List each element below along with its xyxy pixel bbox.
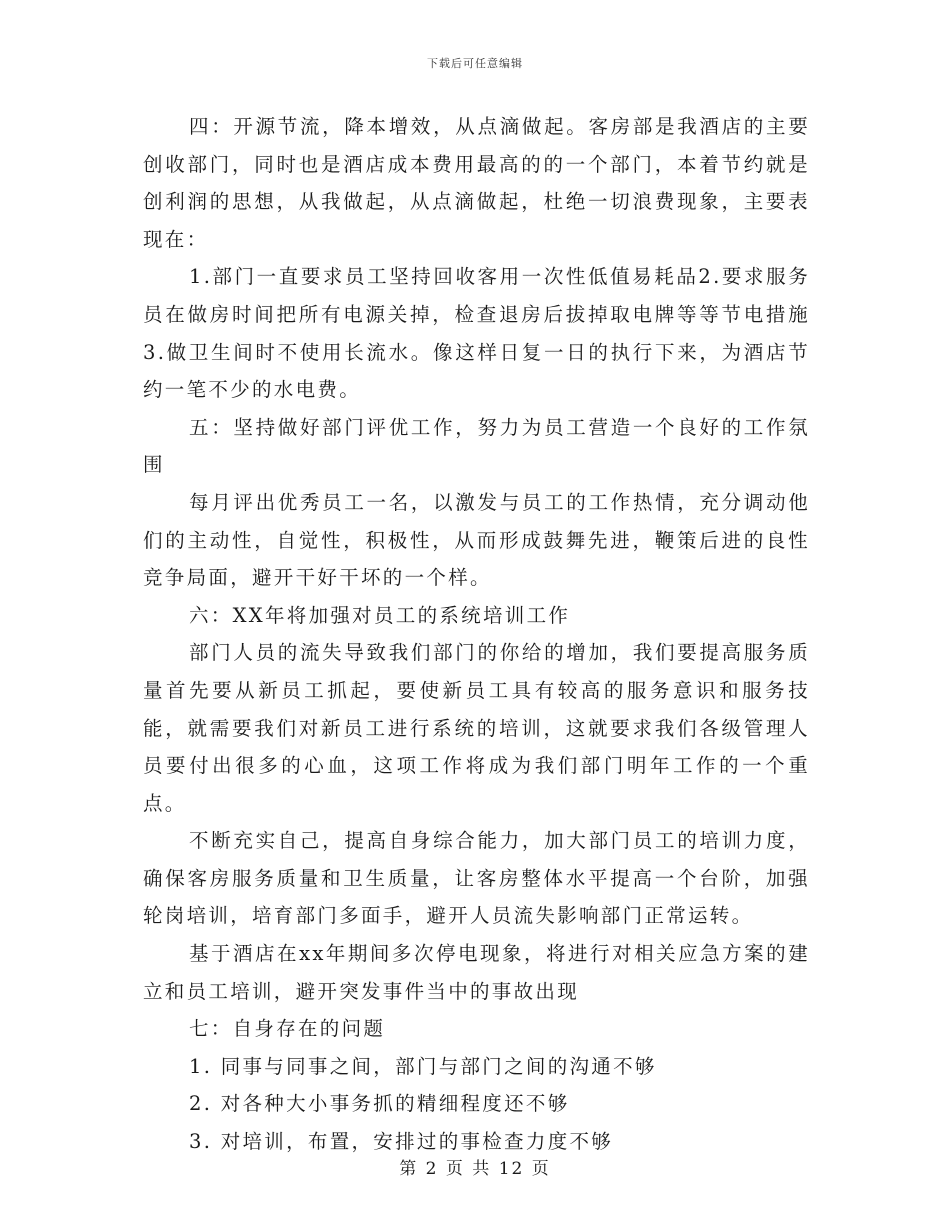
page-number-footer: 第 2 页 共 12 页 xyxy=(399,1159,551,1179)
paragraph-self-improvement: 不断充实自己，提高自身综合能力，加大部门员工的培训力度，确保客房服务质量和卫生质量，让客房整体水平提高一个台阶，加强轮岗培训，培育部门多面手，避开人员流失影响部门正常运转。 xyxy=(143,829,810,928)
paragraph-monthly-award: 每月评出优秀员工一名，以激发与员工的工作热情，充分调动他们的主动性，自觉性，积极性，从而形成鼓舞先进，鞭策后进的良性竞争局面，避开干好干坏的一个样。 xyxy=(143,490,810,590)
page-header-note: 下载后可任意编辑 xyxy=(427,57,523,70)
paragraph-training-need: 部门人员的流失导致我们部门的你给的增加，我们要提高服务质量首先要从新员工抓起，要使新员工具有较高的服务意识和服务技能，就需要我们对新员工进行系统的培训，这就要求我们各级管理人员要付出很多的心血，这项工作将成为我们部门明年工作的一个重点。 xyxy=(143,641,810,815)
paragraph-section-7: 七：自身存在的问题 xyxy=(189,1017,386,1041)
paragraph-section-4: 四：开源节流，降本增效，从点滴做起。客房部是我酒店的主要创收部门，同时也是酒店成本费用最高的的一个部门，本着节约就是创利润的思想，从我做起，从点滴做起，杜绝一切浪费现象，主要表现在： xyxy=(143,115,810,251)
document-body xyxy=(143,108,810,1161)
paragraph-section-6: 六：XX年将加强对员工的系统培训工作 xyxy=(189,603,571,627)
paragraph-section-5: 五：坚持做好部门评优工作，努力为员工营造一个良好的工作氛围 xyxy=(143,415,810,477)
problem-item-3: 3. 对培训，布置，安排过的事检查力度不够 xyxy=(189,1130,614,1154)
paragraph-saving-measures: 1.部门一直要求员工坚持回收客用一次性低值易耗品2.要求服务员在做房时间把所有电源关掉，检查退房后拔掉取电牌等等节电措施3.做卫生间时不使用长流水。像这样日复一日的执行下来，为酒店节约一笔不少的水电费。 xyxy=(143,265,810,402)
paragraph-power-outage: 基于酒店在xx年期间多次停电现象，将进行对相关应急方案的建立和员工培训，避开突发事件当中的事故出现 xyxy=(143,942,810,1003)
problem-item-1: 1. 同事与同事之间，部门与部门之间的沟通不够 xyxy=(189,1054,657,1078)
problem-item-2: 2. 对各种大小事务抓的精细程度还不够 xyxy=(189,1092,570,1116)
